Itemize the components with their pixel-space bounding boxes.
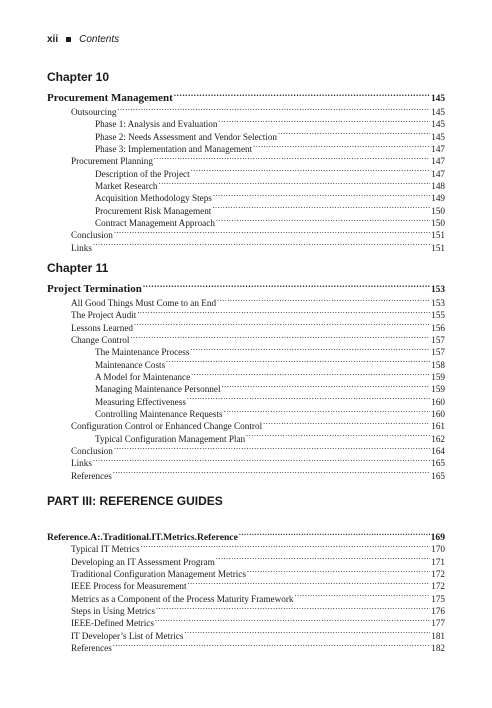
toc-entry-title: Market Research [95,181,158,192]
toc-entry-page: 158 [431,359,445,370]
toc-entry-page: 148 [431,181,445,192]
toc-entry-page: 164 [431,446,445,457]
toc-entry-page: 147 [431,168,445,179]
reference-title: Reference.A:.Traditional.IT.Metrics.Reference [47,532,238,543]
dot-leader [134,319,430,331]
chapter-page: 153 [430,285,445,295]
toc-entry-page: 153 [431,298,445,308]
toc-entry-title: Developing an IT Assessment Program [71,556,215,567]
dot-leader [154,152,430,164]
toc-entry[interactable] [47,467,445,479]
toc-entry-title: The Maintenance Process [95,347,190,358]
dot-leader [212,202,430,214]
dot-leader [117,103,430,115]
toc-entry-page: 175 [431,593,445,604]
toc-entry-title: Typical IT Metrics [71,544,140,555]
toc-entry-page: 177 [431,618,445,629]
dot-leader [191,165,431,177]
toc-entry-page: 149 [431,193,445,204]
toc-entry-title: Contract Management Approach [95,218,215,229]
dot-leader [130,331,430,343]
toc-entry-title: Links [71,458,92,469]
part-label: PART III: REFERENCE GUIDES [47,494,223,508]
toc-entry-page: 150 [431,205,445,216]
dot-leader [239,528,430,540]
dot-leader [188,577,431,589]
chapter-11-section [47,261,445,479]
toc-entry-page: 181 [431,630,445,641]
toc-entry-title: IEEE-Defined Metrics [71,618,154,629]
page-number: xii [47,34,59,45]
toc-entry-list [47,540,445,654]
toc-entry-title: Conclusion [71,446,113,457]
toc-entry-page: 156 [431,322,445,333]
toc-entry-title: Links [71,242,92,253]
dot-leader [114,442,430,454]
toc-entry[interactable] [47,239,445,251]
toc-entry-title: A Model for Maintenance [95,372,191,383]
toc-entry-title: Maintenance Costs [95,359,166,370]
toc-entry-title: References [71,470,112,481]
toc-entry-title: Change Control [71,335,130,346]
chapter-10-section [47,70,445,251]
toc-entry-title: Acquisition Methodology Steps [95,193,212,204]
toc-entry-page: 159 [431,384,445,395]
dot-leader [295,590,431,602]
toc-entry-title: Configuration Control or Enhanced Change Control [71,421,263,432]
part-3-section [47,494,445,654]
toc-entry-list [47,294,445,479]
dot-leader [278,128,430,140]
toc-entry-title: Phase 3: Implementation and Management [95,144,253,155]
toc-entry-page: 147 [431,156,445,167]
dot-leader [114,226,430,238]
reference-title-row[interactable] [47,528,445,543]
toc-entry-title: Metrics as a Component of the Process Maturity Framework [71,593,294,604]
chapter-title-row[interactable] [47,89,445,103]
toc-entry-page: 151 [431,242,445,253]
toc-entry-title: Controlling Maintenance Requests [95,409,223,420]
toc-entry-page: 145 [431,119,445,130]
toc-entry-title: Managing Maintenance Personnel [95,384,221,395]
toc-entry-title: Procurement Risk Management [95,205,212,216]
toc-entry-list [47,103,445,251]
dot-leader [166,356,430,368]
dot-leader [216,214,430,226]
toc-entry-title: All Good Things Must Come to an End [71,298,217,308]
toc-entry-page: 165 [431,458,445,469]
dot-leader [156,602,430,614]
toc-entry-title: Conclusion [71,230,113,241]
dot-leader [113,467,430,479]
dot-leader [216,553,430,565]
toc-entry-page: 160 [431,396,445,407]
toc-entry-page: 172 [431,581,445,592]
square-bullet-icon [66,37,71,42]
dot-leader [263,417,430,429]
toc-entry-page: 159 [431,372,445,383]
running-header-title: Contents [79,34,120,45]
toc-entry-page: 170 [431,544,445,555]
dot-leader [143,280,430,292]
toc-entry-title: Phase 2: Needs Assessment and Vendor Selection [95,131,278,142]
toc-entry-title: Lessons Learned [71,322,133,333]
toc-entry-page: 176 [431,606,445,617]
dot-leader [159,177,431,189]
dot-leader [174,89,430,101]
toc-entry-title: Procurement Planning [71,156,153,167]
dot-leader [113,639,430,651]
dot-leader [93,454,430,466]
toc-entry-page: 145 [431,107,445,117]
toc-entry-page: 160 [431,409,445,420]
dot-leader [137,306,430,318]
reference-page: 169 [430,532,445,543]
toc-entry-title: Traditional Configuration Management Metrics [71,569,246,580]
toc-entry-title: Measuring Effectiveness [95,396,186,407]
dot-leader [190,343,430,355]
dot-leader [218,115,430,127]
toc-entry-page: 182 [431,643,445,654]
toc-entry-page: 155 [431,310,445,321]
toc-entry-page: 150 [431,218,445,229]
toc-entry-page: 145 [431,131,445,142]
toc-entry-page: 165 [431,470,445,481]
dot-leader [141,540,431,552]
toc-entry-title: Outsourcing [71,107,117,117]
toc-entry-title: Description of the Project [95,168,190,179]
toc-entry-title: Typical Configuration Management Plan [95,433,246,444]
dot-leader [253,140,430,152]
toc-entry-page: 171 [431,556,445,567]
toc-entry-page: 161 [431,421,445,432]
toc-entry-page: 157 [431,347,445,358]
toc-entry-page: 157 [431,335,445,346]
dot-leader [155,614,430,626]
dot-leader [247,565,430,577]
chapter-label: Chapter 10 [47,70,110,84]
dot-leader [93,239,430,251]
toc-entry[interactable] [47,454,445,469]
toc-entry-title: IT Developer’s List of Metrics [71,630,184,641]
dot-leader [213,189,430,201]
dot-leader [222,380,431,392]
toc-entry-page: 147 [431,144,445,155]
dot-leader [184,627,430,639]
toc-entry-page: 162 [431,433,445,444]
chapter-label: Chapter 11 [47,261,109,275]
chapter-title-row[interactable] [47,280,445,294]
toc-entry-title: References [71,643,112,654]
chapter-title: Procurement Management [47,92,173,104]
running-header [47,34,119,45]
dot-leader [246,430,430,442]
toc-entry-page: 151 [431,230,445,241]
dot-leader [191,368,430,380]
dot-leader [187,393,430,405]
dot-leader [224,405,431,417]
toc-entry-page: 172 [431,569,445,580]
dot-leader [217,294,430,306]
chapter-title: Project Termination [47,283,142,295]
chapter-page: 145 [430,94,445,104]
toc-entry-title: Steps in Using Metrics [71,606,155,617]
toc-entry-title: The Project Audit [71,310,137,321]
toc-entry-title: IEEE Process for Measurement [71,581,187,592]
toc-entry-title: Phase 1: Analysis and Evaluation [95,119,218,130]
